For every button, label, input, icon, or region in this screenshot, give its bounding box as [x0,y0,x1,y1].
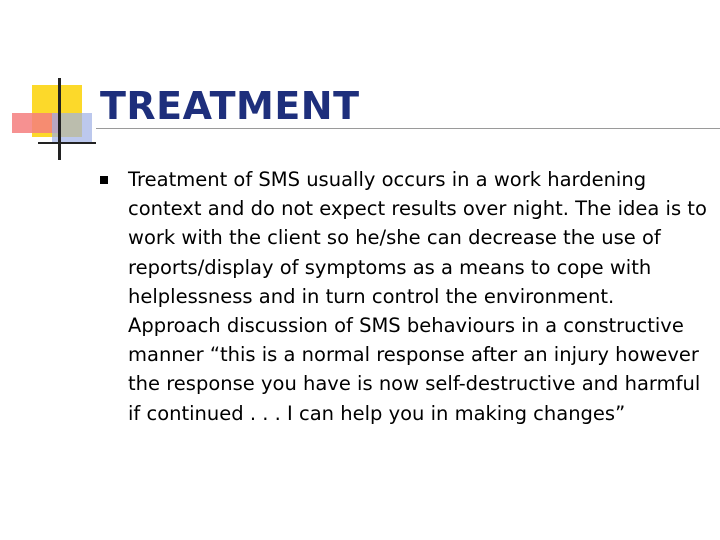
square-bullet-icon [100,176,108,184]
title-underline [96,128,720,129]
slide-title: TREATMENT [100,84,360,128]
bullet-text: Treatment of SMS usually occurs in a work hardening context and do not expect results over night. The idea is to work with the client so he/she can decrease the use of reports/display of symptoms as a means to cope with helplessness and in turn control the environment. Approach discussion of SMS behaviours in a constructive manner “this is a normal response after an injury however the response you have is now self-destructive and harmful if continued . . . I can help you in making changes” [128,168,707,425]
logo-horizontal-line [38,142,96,144]
logo-vertical-line [58,78,61,160]
